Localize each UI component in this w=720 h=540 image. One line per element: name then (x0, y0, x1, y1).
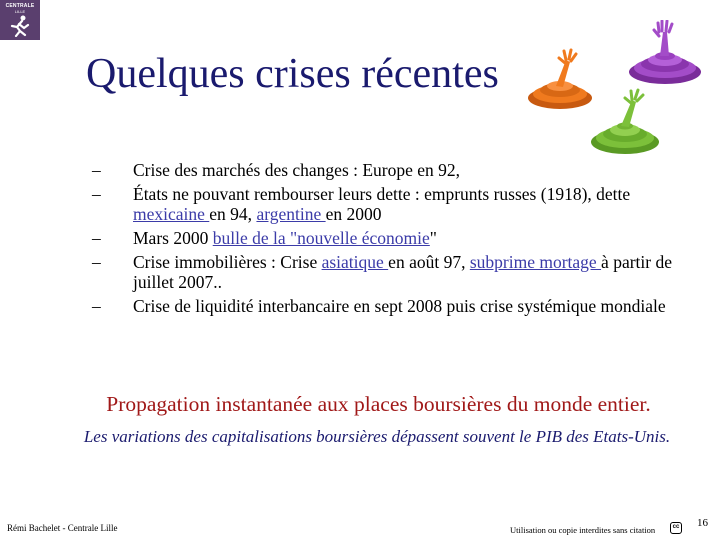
footer-author: Rémi Bachelet - Centrale Lille (7, 523, 118, 533)
hyperlink[interactable]: mexicaine (133, 204, 210, 224)
logo-name: CENTRALE (5, 3, 35, 9)
bullet-text: en 2000 (325, 204, 382, 224)
orange-hand-icon (528, 50, 592, 109)
bullet-text: États ne pouvant rembourser leurs dette : emprunts russes (1918), dette (133, 184, 631, 204)
bullet-text: en août 97, (388, 252, 470, 272)
bullet-item (92, 228, 692, 248)
centrale-lille-logo (0, 0, 40, 40)
variations-statement: Les variations des capitalisations boursières dépassent souvent le PIB des Etats-Unis. (83, 427, 671, 446)
bullet-text: Mars 2000 (133, 228, 213, 248)
hyperlink[interactable]: bulle de la "nouvelle économie (212, 228, 430, 248)
bullet-text: à partir de juillet 2007.. (133, 252, 672, 292)
bullet-item (92, 184, 692, 224)
bullet-dash: – (92, 252, 101, 272)
green-hand-icon (591, 90, 659, 154)
hyperlink[interactable]: subprime mortage (469, 252, 602, 272)
slide-title: Quelques crises récentes (86, 51, 499, 97)
bullet-dash: – (92, 228, 101, 248)
hyperlink[interactable]: asiatique (321, 252, 389, 272)
bullet-text: en 94, (209, 204, 257, 224)
bullet-text: Crise des marchés des changes : Europe en 92, (133, 160, 461, 180)
bullet-item (92, 160, 692, 180)
bullet-dash: – (92, 160, 101, 180)
bullet-text: Crise de liquidité interbancaire en sept 2008 puis crise systémique mondiale (133, 296, 666, 316)
bullet-text: Crise immobilières : Crise (133, 252, 322, 272)
creative-commons-icon: cc (670, 522, 682, 534)
bullet-dash: – (92, 296, 101, 316)
page-number: 16 (697, 517, 708, 529)
footer-notice: Utilisation ou copie interdites sans citation (510, 525, 656, 535)
bullet-item (92, 296, 692, 316)
bullet-dash: – (92, 184, 101, 204)
propagation-statement: Propagation instantanée aux places boursières du monde entier. (106, 392, 651, 416)
hands-illustration (520, 20, 720, 160)
hyperlink[interactable]: argentine (256, 204, 326, 224)
bullet-list (92, 160, 692, 316)
bullet-text: " (429, 228, 437, 248)
logo-sub: LILLE (14, 9, 26, 14)
purple-hand-icon (629, 21, 701, 84)
bullet-item (92, 252, 692, 292)
runner-icon (9, 15, 31, 37)
